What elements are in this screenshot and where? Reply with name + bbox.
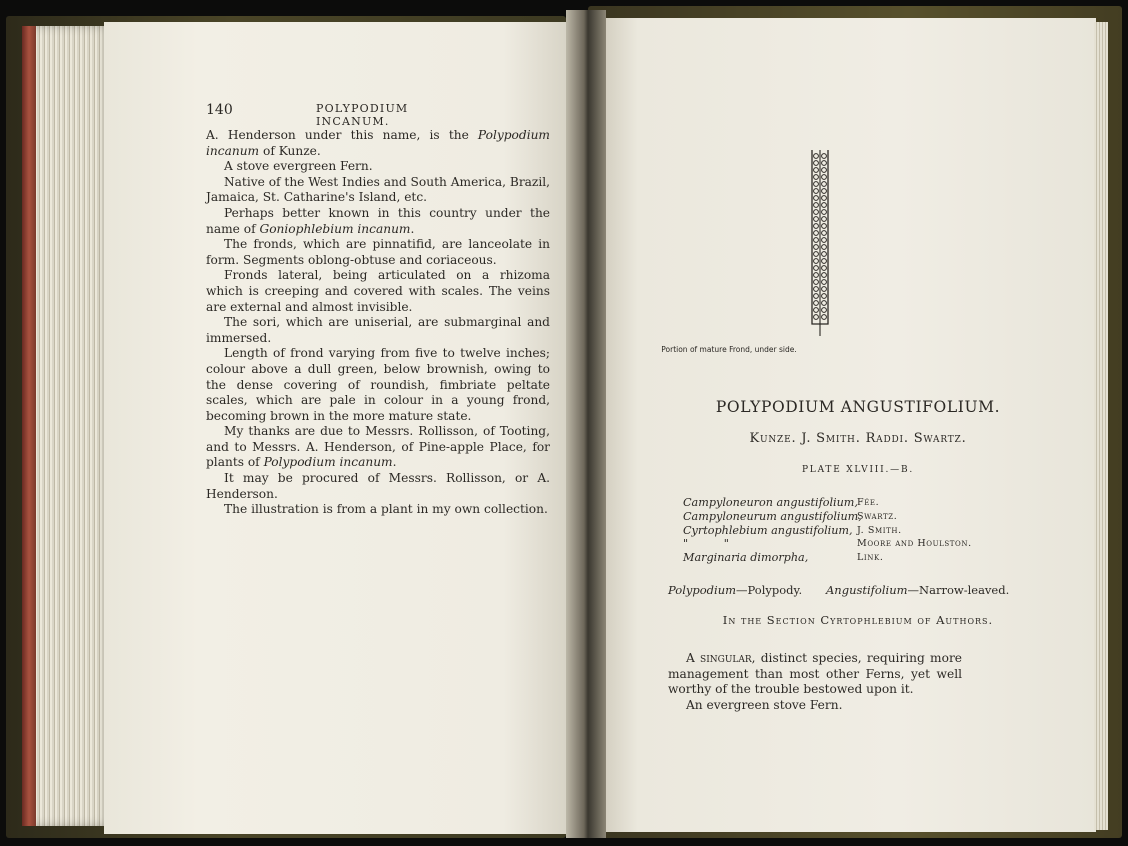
paragraph: Perhaps better known in this country under the name of Goniophlebium incanum.: [206, 205, 550, 236]
sorus-dot: [814, 154, 819, 159]
species-title: POLYPODIUM ANGUSTIFOLIUM.: [715, 398, 1001, 416]
sorus-dot: [814, 224, 819, 229]
synonym-author: Fée.: [857, 497, 880, 508]
etymology-term: Angustifolium: [826, 583, 908, 597]
running-title: POLYPODIUM INCANUM.: [316, 102, 409, 128]
etymology-meaning: —Polypody.: [736, 583, 803, 597]
synonym-name: " ": [683, 537, 729, 551]
section-heading: In the Section Cyrtophlebium of Authors.: [722, 613, 994, 627]
sorus-dot: [822, 210, 827, 215]
sorus-dot: [822, 280, 827, 285]
synonym-name: Marginaria dimorpha,: [683, 551, 809, 565]
sorus-dot: [814, 280, 819, 285]
sorus-dot: [822, 294, 827, 299]
left-page-body: [206, 128, 550, 518]
synonym-name: Cyrtophlebium angustifolium,: [683, 523, 853, 537]
sorus-dot: [822, 301, 827, 306]
authorities: Kunze. J. Smith. Raddi. Swartz.: [749, 431, 967, 446]
synonym-row: [683, 496, 983, 510]
synonym-row: [683, 537, 983, 551]
etymology-term: Polypodium: [668, 583, 737, 597]
sorus-dot: [814, 210, 819, 215]
sorus-dot: [814, 175, 819, 180]
synonym-row: [683, 510, 983, 524]
sorus-dot: [822, 182, 827, 187]
paragraph: [668, 651, 962, 698]
sorus-dot: [822, 308, 827, 313]
etymology-species: [826, 583, 1009, 597]
sorus-dot: [814, 168, 819, 173]
paragraph: Native of the West Indies and South America, Brazil, Jamaica, St. Catharine's Island, etc.: [206, 174, 550, 205]
sorus-dot: [814, 203, 819, 208]
synonym-author: Link.: [857, 552, 884, 564]
sorus-dot: [814, 217, 819, 222]
synonym-author: J. Smith.: [857, 524, 902, 536]
paragraph: The illustration is from a plant in my own collection.: [224, 502, 548, 517]
sorus-dot: [814, 308, 819, 313]
sorus-dot: [814, 238, 819, 243]
synonym-author: Moore and Houlston.: [857, 538, 972, 550]
paragraph: An evergreen stove Fern.: [686, 697, 843, 712]
sorus-dot: [814, 196, 819, 201]
fern-frond-illustration-icon: [806, 150, 834, 336]
etymology-genus: [668, 583, 802, 597]
sorus-dot: [822, 273, 827, 278]
sorus-dot: [822, 175, 827, 180]
paragraph: Fronds lateral, being articulated on a rhizoma which is creeping and covered with scales. The veins are external and almost invisible.: [206, 268, 550, 314]
sorus-dot: [822, 196, 827, 201]
sorus-dot: [822, 154, 827, 159]
synonym-name: Campyloneuron angustifolium,: [683, 496, 858, 509]
paragraph: The fronds, which are pinnatifid, are lanceolate in form. Segments oblong-obtuse and coriaceous.: [206, 237, 550, 267]
sorus-dot: [822, 224, 827, 229]
sorus-dot: [822, 252, 827, 257]
sorus-dot: [822, 231, 827, 236]
figure-caption: Portion of mature Frond, under side.: [661, 345, 797, 354]
sorus-dot: [814, 287, 819, 292]
page-edges-right: [1094, 22, 1108, 830]
sorus-dot: [822, 245, 827, 250]
sorus-dot: [822, 203, 827, 208]
synonym-author: Swartz.: [857, 510, 898, 522]
plate-number: PLATE XLVIII.—B.: [801, 465, 915, 475]
sorus-dot: [814, 294, 819, 299]
sorus-dot: [822, 161, 827, 166]
sorus-dot: [814, 182, 819, 187]
sorus-dot: [814, 273, 819, 278]
sorus-dot: [814, 266, 819, 271]
sorus-dot: [814, 252, 819, 257]
sorus-dot: [814, 301, 819, 306]
sorus-dot: [822, 287, 827, 292]
paragraph: It may be procured of Messrs. Rollisson, or A. Henderson.: [206, 471, 550, 501]
synonyms-list: [683, 496, 983, 565]
book-gutter: [566, 10, 606, 838]
etymology-meaning: —Narrow-leaved.: [907, 583, 1010, 597]
sorus-dot: [814, 315, 819, 320]
sorus-dot: [814, 161, 819, 166]
sorus-dot: [822, 217, 827, 222]
right-page-body: [668, 651, 962, 713]
sorus-dot: [822, 168, 827, 173]
sorus-dot: [814, 189, 819, 194]
paragraph: The sori, which are uniserial, are submarginal and immersed.: [206, 315, 550, 345]
paragraph: A stove evergreen Fern.: [224, 159, 373, 174]
paragraph: Length of frond varying from five to twelve inches; colour above a dull green, below brownish, owing to the dense covering of roundish, fimbriate peltate scales, which are pale in colour in a young frond, becoming brown in the more mature state.: [206, 346, 550, 423]
sorus-dot: [814, 231, 819, 236]
synonym-row: [683, 551, 983, 565]
page-number: 140: [206, 102, 233, 118]
sorus-dot: [814, 245, 819, 250]
paragraph: A. Henderson under this name, is the Polypodium incanum of Kunze.: [206, 128, 550, 158]
lead-words: A singular,: [686, 651, 756, 665]
synonym-name: Campyloneurum angustifolium,: [683, 509, 862, 523]
sorus-dot: [822, 259, 827, 264]
sorus-dot: [822, 189, 827, 194]
red-page-edge: [22, 26, 36, 826]
sorus-dot: [814, 259, 819, 264]
sorus-dot: [822, 315, 827, 320]
sorus-dot: [822, 238, 827, 243]
sorus-dot: [822, 266, 827, 271]
synonym-row: [683, 524, 983, 538]
paragraph: My thanks are due to Messrs. Rollisson, of Tooting, and to Messrs. A. Henderson, of Pine-apple Place, for plants of Polypodium incanum.: [206, 424, 550, 470]
paragraph-text: distinct species, requiring more management than most other Ferns, yet well worthy of the trouble bestowed upon it.: [668, 651, 962, 697]
